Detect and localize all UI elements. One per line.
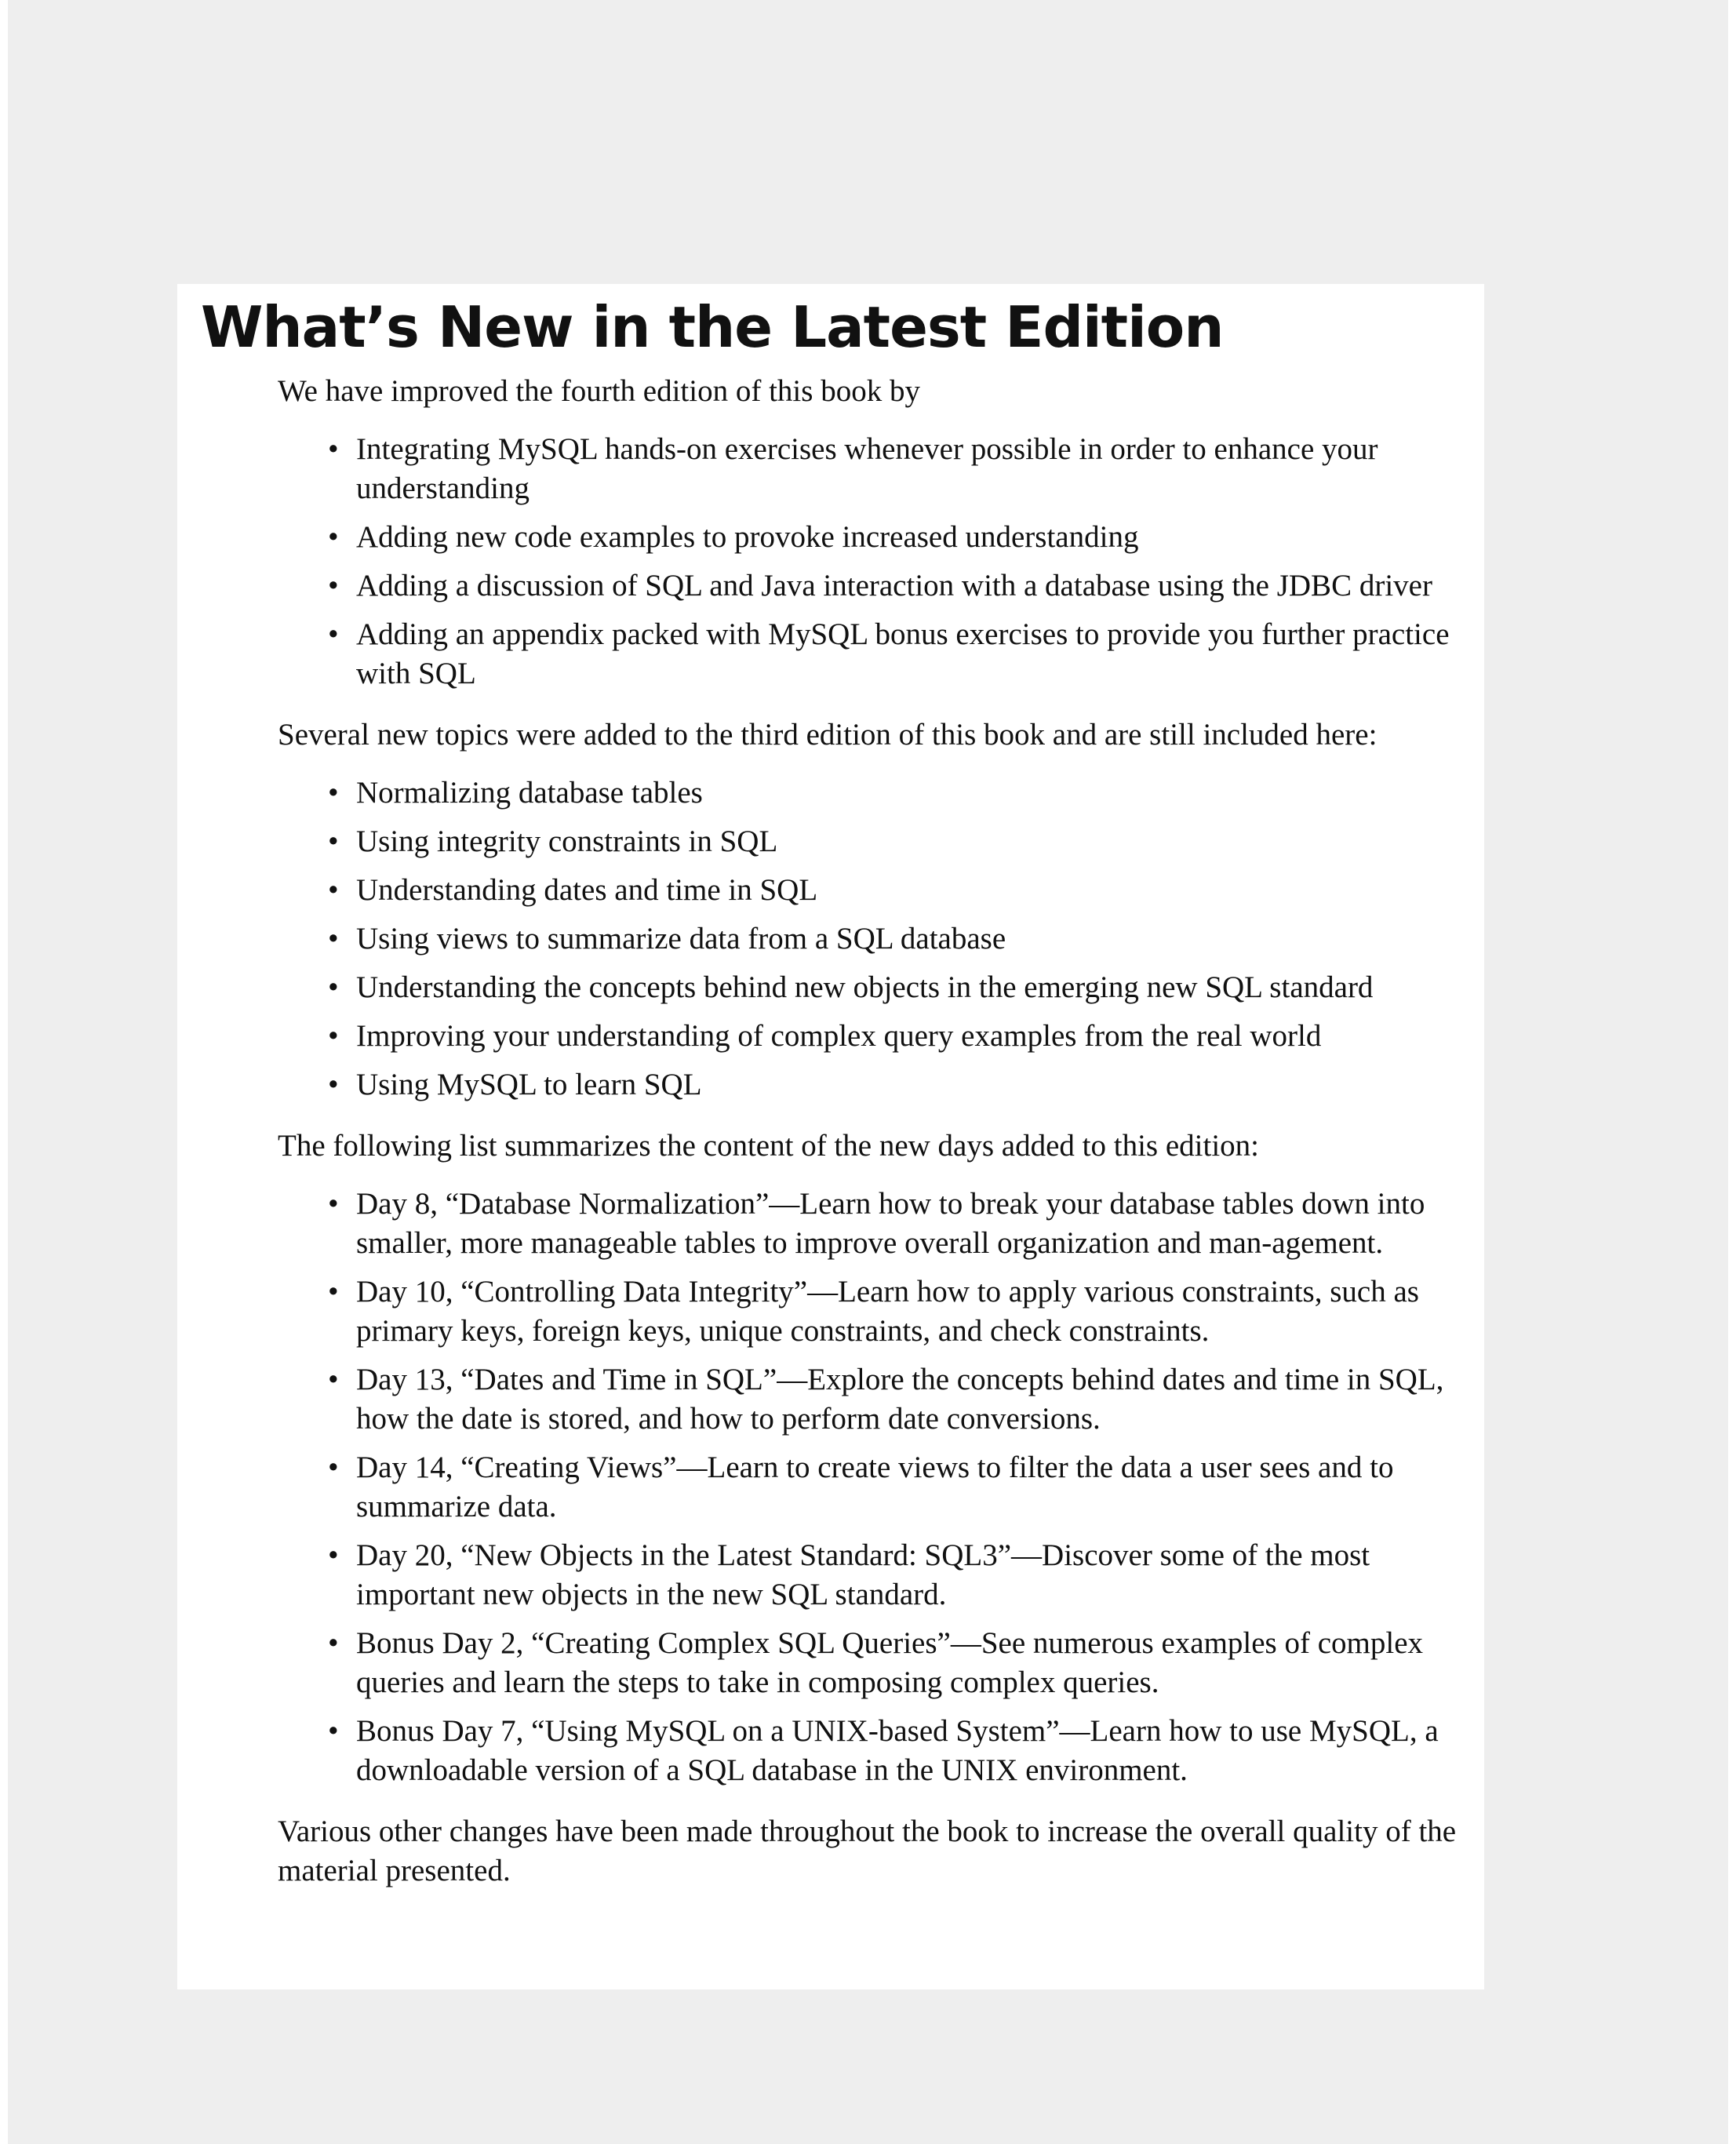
bullet-icon: • [328,1187,339,1221]
list-item [328,1065,1470,1105]
list-item [328,1185,1470,1263]
list-item-text: Day 8, “Database Normalization”—Learn how to break your database tables down into smaller, more manageable tables to improve overall organization and man-agement. [356,1187,1425,1260]
bullet-icon: • [328,1538,339,1572]
bullet-icon: • [328,617,339,651]
bullet-icon: • [328,1714,339,1748]
list-item [328,968,1470,1007]
list-item-text: Day 14, “Creating Views”—Learn to create views to filter the data a user sees and to summarize data. [356,1451,1394,1523]
list-item [328,1448,1470,1527]
list-item [328,518,1470,557]
list-item-text: Bonus Day 7, “Using MySQL on a UNIX-based System”—Learn how to use MySQL, a downloadable version of a SQL database in the UNIX environment. [356,1714,1439,1787]
list-item-text: Understanding the concepts behind new objects in the emerging new SQL standard [356,970,1374,1004]
bullet-icon: • [328,1363,339,1396]
list-item [328,615,1470,693]
list-item-text: Using views to summarize data from a SQL database [356,922,1006,956]
intro-paragraph-2: Several new topics were added to the third edition of this book and are still included here: [278,718,1378,752]
list-item-text: Using integrity constraints in SQL [356,824,778,858]
intro-paragraph-1: We have improved the fourth edition of this book by [278,374,920,408]
document-body [278,372,1470,1891]
bullet-icon: • [328,776,339,810]
bullet-icon: • [328,520,339,554]
list-item [328,1536,1470,1614]
list-item [328,774,1470,813]
list-item-text: Improving your understanding of complex query examples from the real world [356,1019,1322,1053]
bullet-icon: • [328,970,339,1004]
bullet-icon: • [328,1019,339,1053]
closing-paragraph: Various other changes have been made throughout the book to increase the overall quality of the material presented. [278,1815,1457,1887]
page-title: What’s New in the Latest Edition [201,294,1224,360]
list-item [328,430,1470,508]
bullet-icon: • [328,569,339,602]
document-page [177,284,1484,1989]
list-item-text: Using MySQL to learn SQL [356,1068,702,1101]
list-item [328,566,1470,606]
list-item [328,871,1470,910]
bullet-icon: • [328,922,339,956]
list-item [328,1712,1470,1790]
list-item [328,919,1470,959]
new-days-list [278,1185,1470,1790]
bullet-icon: • [328,1626,339,1660]
list-item [328,1360,1470,1439]
list-item-text: Day 13, “Dates and Time in SQL”—Explore the concepts behind dates and time in SQL, how the date is stored, and how to perform date conversions. [356,1363,1444,1436]
list-item-text: Adding a discussion of SQL and Java interaction with a database using the JDBC driver [356,569,1432,602]
list-item-text: Bonus Day 2, “Creating Complex SQL Queries”—See numerous examples of complex queries and learn the steps to take in composing complex queries. [356,1626,1424,1699]
bullet-icon: • [328,824,339,858]
improvements-list [278,430,1470,693]
bullet-icon: • [328,1068,339,1101]
list-item-text: Adding new code examples to provoke increased understanding [356,520,1139,554]
list-item [328,1624,1470,1702]
list-item-text: Normalizing database tables [356,776,703,810]
list-item-text: Day 20, “New Objects in the Latest Standard: SQL3”—Discover some of the most important new objects in the new SQL standard. [356,1538,1370,1611]
list-item [328,822,1470,861]
bullet-icon: • [328,873,339,907]
intro-paragraph-3: The following list summarizes the content of the new days added to this edition: [278,1129,1259,1163]
list-item [328,1017,1470,1056]
list-item-text: Day 10, “Controlling Data Integrity”—Learn how to apply various constraints, such as primary keys, foreign keys, unique constraints, and check constraints. [356,1275,1419,1348]
bullet-icon: • [328,1275,339,1309]
list-item-text: Adding an appendix packed with MySQL bonus exercises to provide you further practice with SQL [356,617,1450,690]
bullet-icon: • [328,432,339,466]
bullet-icon: • [328,1451,339,1484]
list-item [328,1272,1470,1351]
list-item-text: Understanding dates and time in SQL [356,873,818,907]
topics-list [278,774,1470,1105]
list-item-text: Integrating MySQL hands-on exercises whenever possible in order to enhance your understanding [356,432,1378,505]
